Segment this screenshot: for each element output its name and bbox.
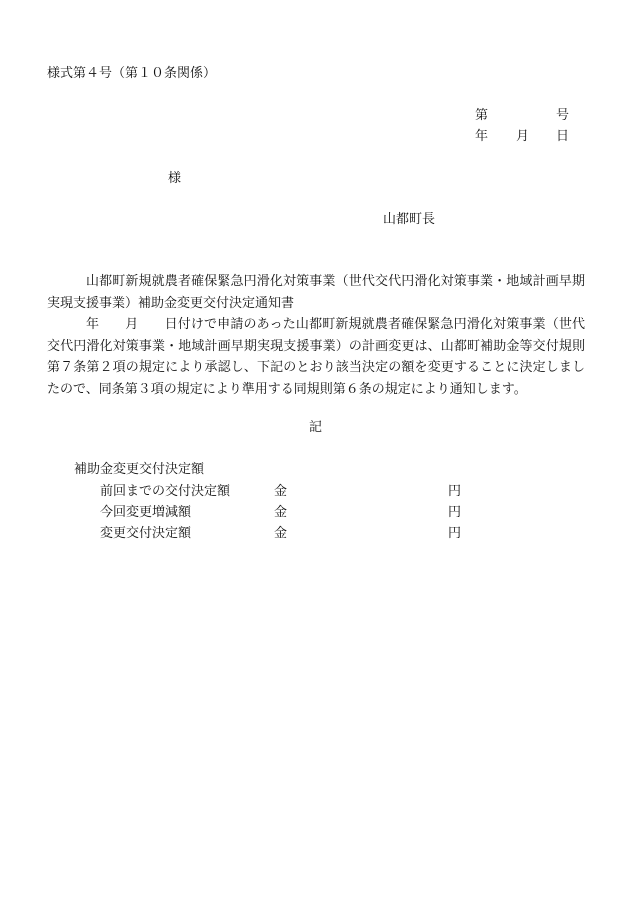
- section-title: 補助金変更交付決定額: [74, 462, 205, 477]
- doc-number-suffix: 号: [556, 108, 570, 123]
- addressee-suffix: 様: [168, 171, 182, 186]
- amount-row-label: 変更交付決定額: [100, 526, 192, 541]
- amount-yen: 円: [448, 526, 462, 541]
- amount-row-label: 今回変更増減額: [100, 505, 192, 520]
- document-body: [47, 314, 585, 400]
- form-number: 様式第４号（第１０条関係）: [47, 66, 217, 81]
- amount-kin: 金: [274, 484, 288, 499]
- date-year: 年: [475, 129, 489, 144]
- amount-row-label: 前回までの交付決定額: [100, 484, 231, 499]
- body-text: 日付けで申請のあった山都町新規就農者確保緊急円滑化対策事業（世代交代円滑化対策事業・地域計画早期実現支援事業）の計画変更は、山都町補助金等交付規則第７条第２項の規定により承認し、下記のとおり該当決定の額を変更することに決定しましたので、同条第３項の規定により準用する同規則第６条の規定により通知します。: [47, 317, 585, 397]
- body-month: 月: [125, 317, 139, 332]
- date-day: 日: [556, 129, 570, 144]
- doc-number-prefix: 第: [475, 108, 489, 123]
- document-subject: 山都町新規就農者確保緊急円滑化対策事業（世代交代円滑化対策事業・地域計画早期実現支援事業）補助金変更交付決定通知書: [47, 274, 585, 311]
- amount-kin: 金: [274, 505, 288, 520]
- ki-heading: 記: [309, 420, 323, 435]
- amount-yen: 円: [448, 505, 462, 520]
- date-month: 月: [516, 129, 530, 144]
- amount-kin: 金: [274, 526, 288, 541]
- amount-yen: 円: [448, 484, 462, 499]
- body-year: 年: [86, 317, 100, 332]
- sender-name: 山都町長: [383, 212, 436, 227]
